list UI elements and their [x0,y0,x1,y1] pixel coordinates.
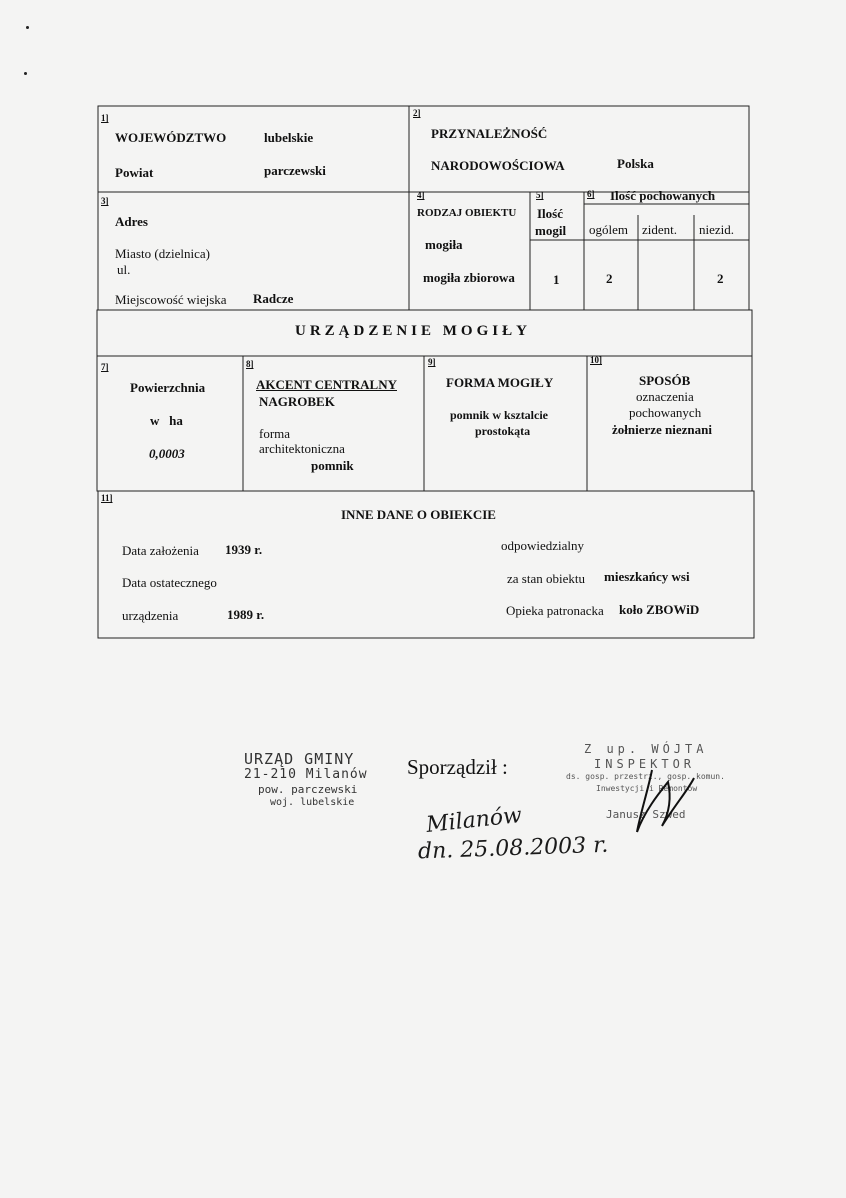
akcent-centralny-label: AKCENT CENTRALNY [256,377,397,392]
inne-dane-title: INNE DANE O OBIEKCIE [341,507,496,522]
wojewodztwo-label: WOJEWÓDZTWO [115,130,227,145]
stamp-line: 21-210 Milanów [244,767,368,782]
urzadzenie-mogily-title: URZĄDZENIE MOGIŁY [295,323,531,339]
stamp-line: Z up. WÓJTA [584,742,708,756]
rodzaj-obiektu-value: mogiła zbiorowa [423,270,515,285]
odpowiedzialny-label: odpowiedzialny [501,538,585,553]
zident-label: zident. [642,222,678,237]
cell-number: 10] [590,355,602,365]
data-zalozenia-label: Data założenia [122,543,199,558]
niezid-label: niezid. [699,222,735,237]
przynaleznosc-label: PRZYNALEŻNOŚĆ [431,126,548,141]
forma-mogily-label: FORMA MOGIŁY [446,375,554,390]
stamp-line: Inwestycji i Remontów [596,784,698,793]
stamp-line: INSPEKTOR [594,757,696,771]
cell-number: 3] [101,196,109,206]
ogolem-label: ogólem [589,222,628,237]
ilosc-mogil-value: 1 [553,272,560,287]
powiat-value: parczewski [264,163,326,178]
stamp-line: woj. lubelskie [270,797,355,808]
ilosc-pochowanych-label: Ilość pochowanych [610,188,716,203]
opieka-label: Opieka patronacka [506,603,604,618]
cell-number: 5] [536,190,544,200]
sposob-label: SPOSÓB [639,373,691,388]
cell-number: 8] [246,359,254,369]
handwritten-date: dn. 25.08.2003 r. [417,832,609,865]
ilosc-mogil-label: mogil [535,223,567,238]
miejscowosc-value: Radcze [253,291,294,306]
forma-mogily-value: prostokąta [475,424,531,438]
sposob-line: pochowanych [629,405,702,420]
cell-number: 6] [587,189,595,199]
miasto-label: Miasto (dzielnica) [115,246,210,261]
rodzaj-obiektu-label: RODZAJ OBIEKTU [417,207,517,219]
narodowosc-value: Polska [617,156,654,171]
wojewodztwo-value: lubelskie [264,130,314,145]
ogolem-value: 2 [606,271,613,286]
data-zalozenia-value: 1939 r. [225,542,263,557]
w-ha-label: w ha [150,413,183,428]
cell-number: 7] [101,362,109,372]
za-stan-value: mieszkańcy wsi [604,569,690,584]
handwritten-place: Milanów [424,803,524,838]
adres-label: Adres [115,214,148,229]
ilosc-mogil-label: Ilość [537,206,563,221]
stamp-line: Janusz Szwed [606,808,686,821]
cell-number: 11] [101,493,113,503]
cell-number: 2] [413,108,421,118]
architektoniczna-label: architektoniczna [259,441,345,456]
cell-number: 4] [417,190,425,200]
sposob-value: żołnierze nieznani [612,422,713,437]
narodowosc-label: NARODOWOŚCIOWA [431,158,565,173]
urzadzenia-value: 1989 r. [227,607,265,622]
sposob-line: oznaczenia [636,389,694,404]
data-ostatecznego-label: Data ostatecznego [122,575,217,590]
powierzchnia-value: 0,0003 [149,446,185,461]
powiat-label: Powiat [115,165,154,180]
stamp-line: URZĄD GMINY [244,750,355,768]
sporzadzil-label: Sporządził : [407,755,508,779]
stamp-line: ds. gosp. przestrz., gosp. komun. [566,772,725,781]
cell-number: 1] [101,113,109,123]
urzadzenia-label: urządzenia [122,608,179,623]
miejscowosc-label: Miejscowość wiejska [115,292,227,307]
opieka-value: koło ZBOWiD [619,602,700,617]
forma-mogily-value: pomnik w ksztalcie [450,408,549,422]
niezid-value: 2 [717,271,724,286]
forma-label: forma [259,426,291,441]
ul-label: ul. [117,262,131,277]
za-stan-label: za stan obiektu [507,571,585,586]
akcent-centralny-value: NAGROBEK [259,394,335,409]
stamp-line: pow. parczewski [258,783,358,796]
powierzchnia-label: Powierzchnia [130,380,206,395]
forma-value: pomnik [311,458,354,473]
rodzaj-obiektu-value: mogiła [425,237,463,252]
cell-number: 9] [428,357,436,367]
